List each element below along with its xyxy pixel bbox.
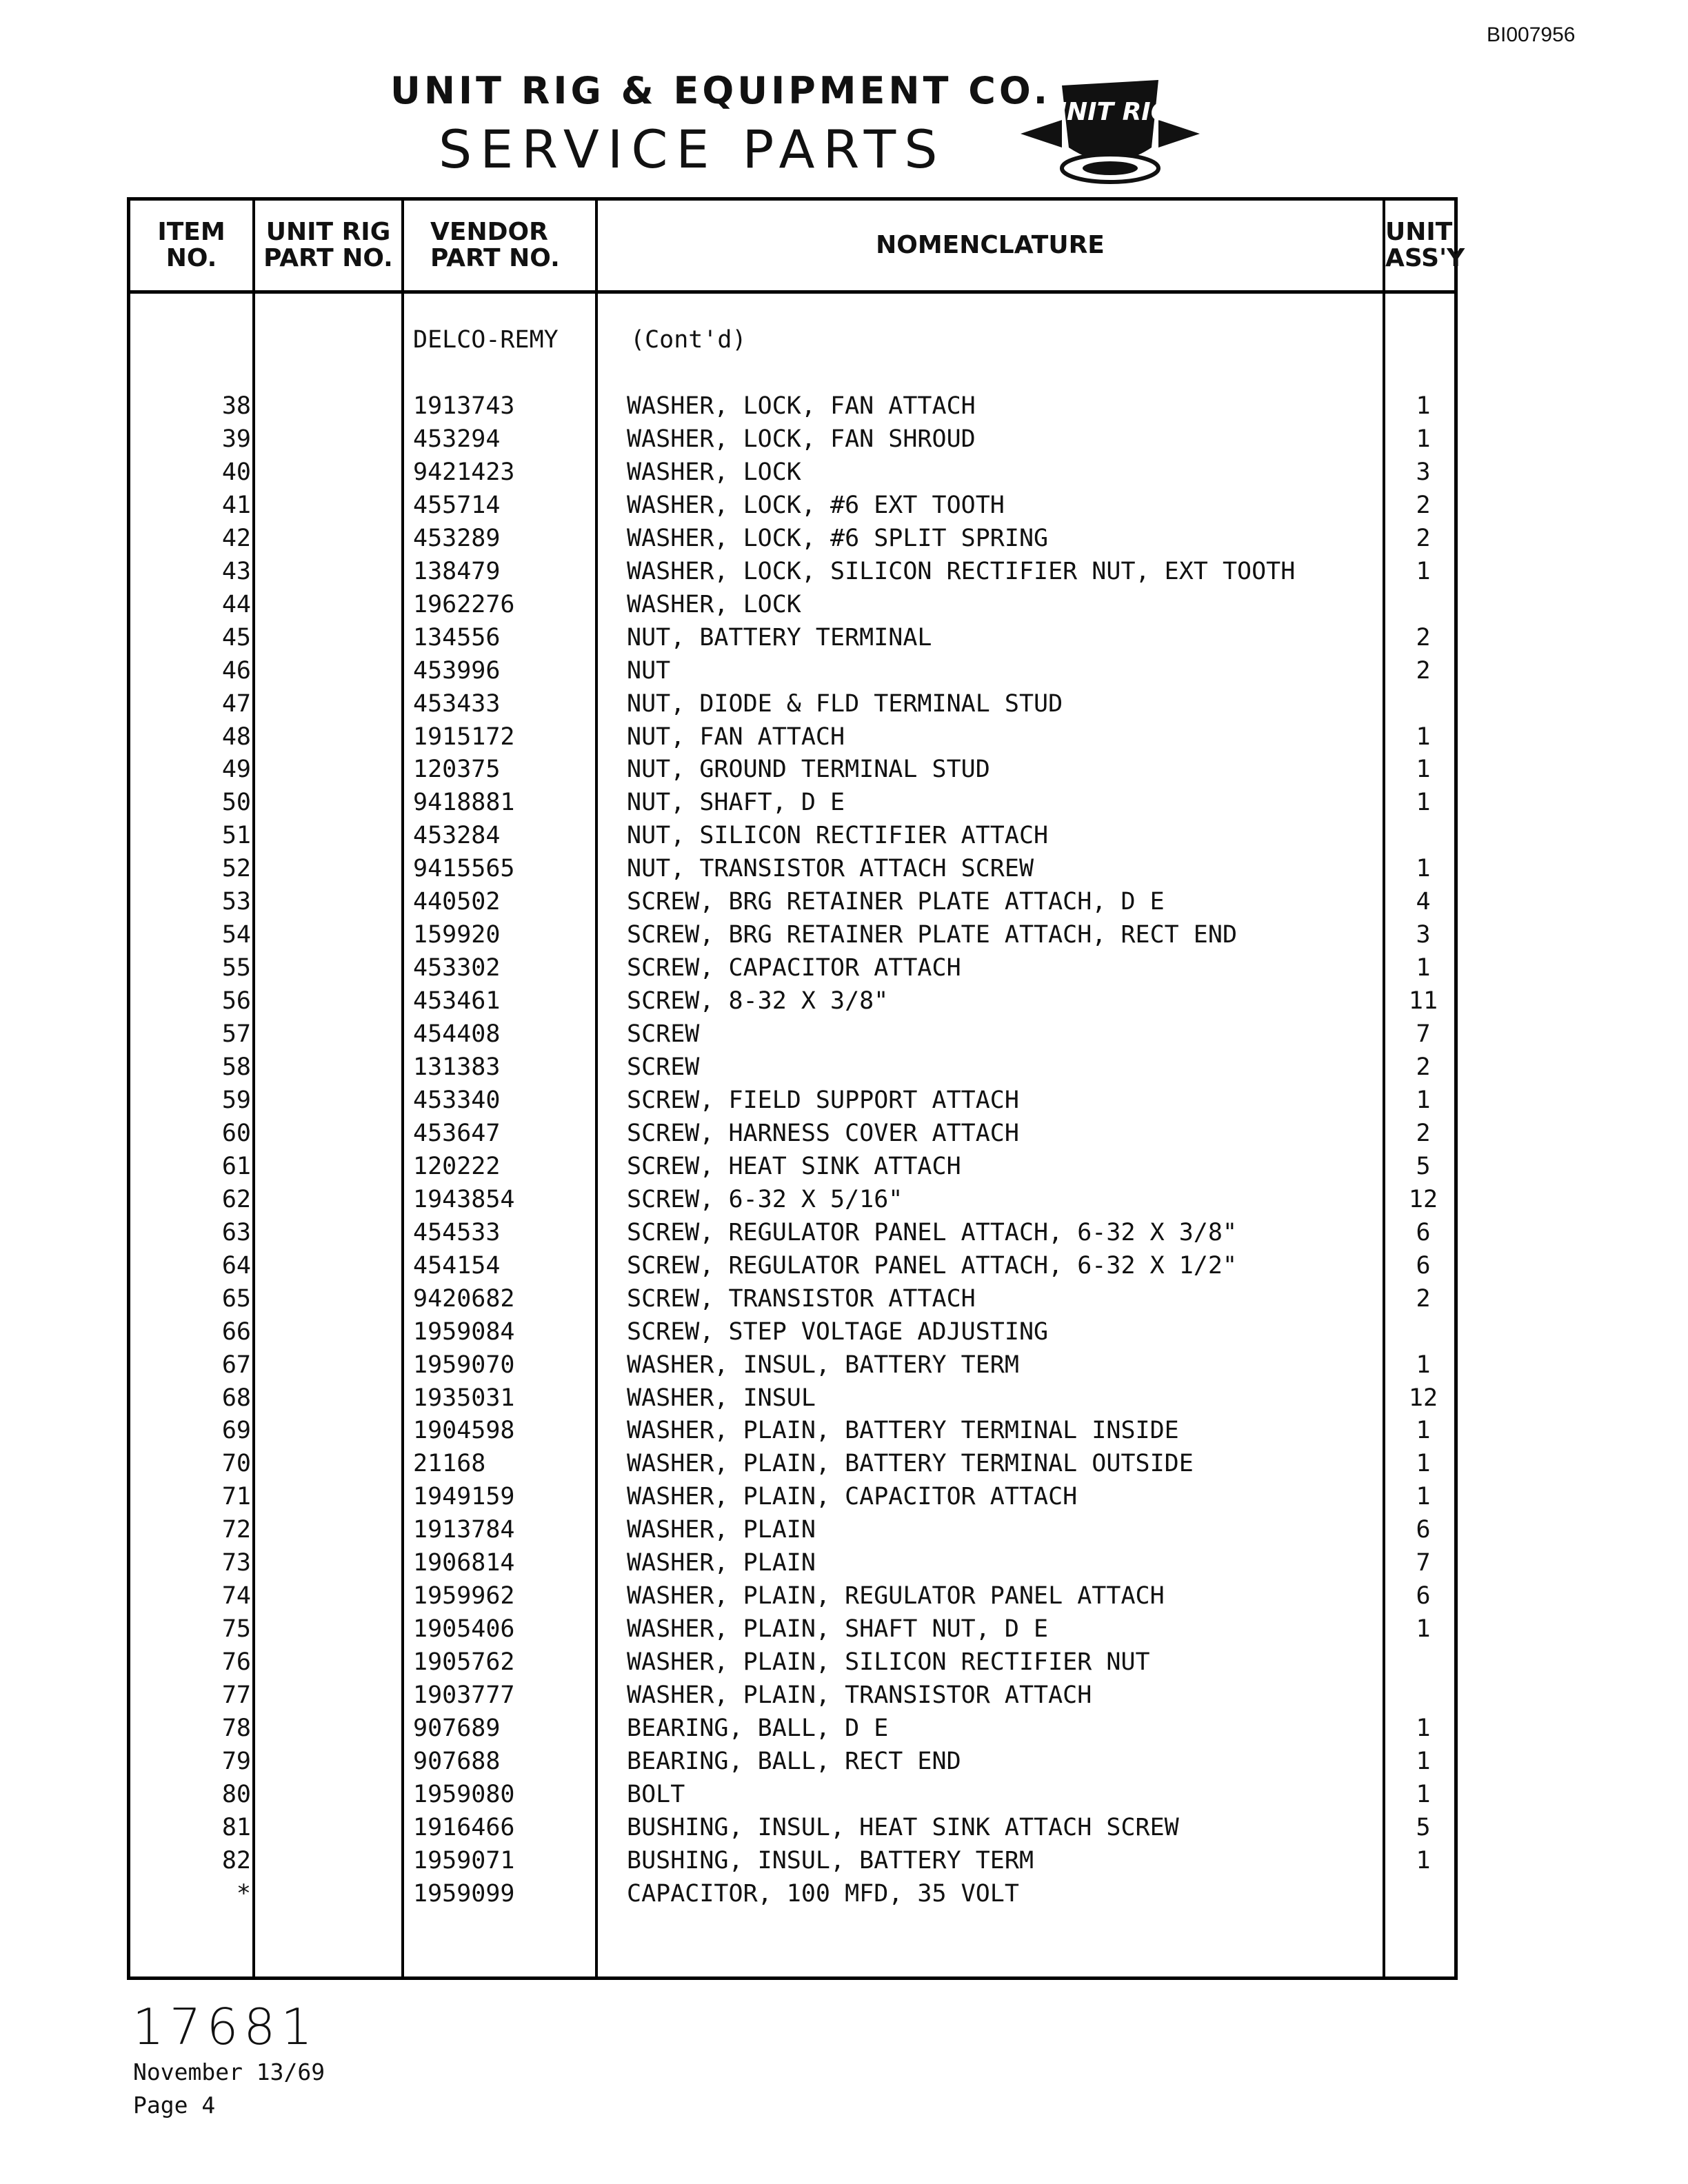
item-number: 61 xyxy=(221,1152,251,1180)
company-name: UNIT RIG & EQUIPMENT CO. xyxy=(390,69,1052,112)
item-number: 55 xyxy=(221,954,251,982)
nomenclature: SCREW, STEP VOLTAGE ADJUSTING xyxy=(627,1317,1049,1346)
unit-assy-quantity: 6 xyxy=(1416,1516,1431,1544)
vendor-part-number: 454154 xyxy=(413,1251,501,1280)
vendor-name: DELCO-REMY xyxy=(413,326,559,354)
vendor-part-number: 9421423 xyxy=(413,458,515,486)
table-row xyxy=(130,492,1454,525)
table-row xyxy=(130,1516,1454,1549)
vendor-part-number: 453996 xyxy=(413,656,501,685)
vendor-part-number: 9420682 xyxy=(413,1284,515,1313)
table-row xyxy=(130,1086,1454,1120)
vendor-part-number: 907689 xyxy=(413,1715,501,1742)
nomenclature: WASHER, PLAIN, BATTERY TERMINAL INSIDE xyxy=(627,1417,1179,1445)
nomenclature: SCREW, 6-32 X 5/16" xyxy=(627,1185,903,1213)
table-row xyxy=(130,1880,1454,1913)
header-unit-assy: UNIT ASS'Y xyxy=(1385,218,1465,272)
table-row xyxy=(130,1615,1454,1648)
unit-assy-quantity: 4 xyxy=(1416,888,1431,916)
unit-assy-quantity: 1 xyxy=(1416,1780,1431,1808)
table-row xyxy=(130,1384,1454,1417)
nomenclature: WASHER, LOCK, #6 EXT TOOTH xyxy=(627,491,1005,519)
nomenclature: NUT, SHAFT, D E xyxy=(627,789,845,817)
nomenclature: WASHER, PLAIN xyxy=(627,1549,816,1577)
item-number: 48 xyxy=(221,722,251,751)
header-nomenclature: NOMENCLATURE xyxy=(876,231,1105,259)
unit-assy-quantity: 1 xyxy=(1416,425,1431,453)
document-number: 17681 xyxy=(132,1998,319,2056)
unit-assy-quantity: 5 xyxy=(1416,1813,1431,1841)
nomenclature: WASHER, PLAIN, SHAFT NUT, D E xyxy=(627,1615,1049,1644)
item-number: * xyxy=(236,1879,251,1908)
item-number: 80 xyxy=(221,1780,251,1808)
table-row xyxy=(130,1781,1454,1814)
nomenclature: NUT, SILICON RECTIFIER ATTACH xyxy=(627,822,1049,850)
table-row xyxy=(130,558,1454,591)
nomenclature: SCREW, BRG RETAINER PLATE ATTACH, D E xyxy=(627,888,1165,916)
unit-assy-quantity: 2 xyxy=(1416,1119,1431,1147)
nomenclature: WASHER, PLAIN, BATTERY TERMINAL OUTSIDE xyxy=(627,1450,1194,1478)
vendor-part-number: 453302 xyxy=(413,954,501,982)
nomenclature: SCREW, HEAT SINK ATTACH xyxy=(627,1152,961,1180)
table-row xyxy=(130,1582,1454,1615)
unit-assy-quantity: 1 xyxy=(1416,1351,1431,1379)
unit-assy-quantity: 7 xyxy=(1416,1549,1431,1577)
nomenclature: SCREW, TRANSISTOR ATTACH xyxy=(627,1284,976,1313)
unit-assy-quantity: 1 xyxy=(1416,954,1431,982)
vendor-part-number: 1913784 xyxy=(413,1516,515,1544)
nomenclature: WASHER, LOCK, FAN SHROUD xyxy=(627,425,976,453)
unit-assy-quantity: 12 xyxy=(1408,1384,1438,1412)
vendor-part-number: 1959070 xyxy=(413,1351,515,1379)
item-number: 62 xyxy=(221,1185,251,1213)
table-row xyxy=(130,425,1454,458)
vendor-part-number: 120375 xyxy=(413,756,501,784)
table-row xyxy=(130,1053,1454,1086)
table-row xyxy=(130,1417,1454,1450)
vendor-part-number: 1915172 xyxy=(413,722,515,751)
item-number: 47 xyxy=(221,689,251,718)
vendor-part-number: 1906814 xyxy=(413,1549,515,1577)
unit-assy-quantity: 3 xyxy=(1416,921,1431,949)
nomenclature: SCREW, REGULATOR PANEL ATTACH, 6-32 X 1/2" xyxy=(627,1251,1238,1280)
unit-assy-quantity: 2 xyxy=(1416,656,1431,685)
table-row xyxy=(130,954,1454,987)
table-row xyxy=(130,987,1454,1020)
item-number: 63 xyxy=(221,1218,251,1246)
item-number: 67 xyxy=(221,1351,251,1379)
item-number: 77 xyxy=(221,1681,251,1710)
vendor-part-number: 9418881 xyxy=(413,789,515,817)
nomenclature: WASHER, PLAIN xyxy=(627,1516,816,1544)
unit-assy-quantity: 1 xyxy=(1416,557,1431,585)
unit-assy-quantity: 5 xyxy=(1416,1152,1431,1180)
table-row xyxy=(130,1648,1454,1681)
item-number: 54 xyxy=(221,921,251,949)
unit-assy-quantity: 1 xyxy=(1416,789,1431,817)
vendor-part-number: 9415565 xyxy=(413,855,515,883)
item-number: 58 xyxy=(221,1053,251,1081)
unit-assy-quantity: 6 xyxy=(1416,1582,1431,1610)
nomenclature: SCREW, BRG RETAINER PLATE ATTACH, RECT END xyxy=(627,921,1238,949)
nomenclature: BEARING, BALL, D E xyxy=(627,1715,889,1742)
vendor-part-number: 455714 xyxy=(413,491,501,519)
item-number: 66 xyxy=(221,1317,251,1346)
header-divider xyxy=(130,290,1454,294)
unit-assy-quantity: 11 xyxy=(1408,987,1438,1015)
nomenclature: BOLT xyxy=(627,1780,685,1808)
item-number: 68 xyxy=(221,1384,251,1412)
unit-assy-quantity: 1 xyxy=(1416,855,1431,883)
item-number: 59 xyxy=(221,1086,251,1114)
table-row xyxy=(130,1814,1454,1847)
vendor-part-number: 120222 xyxy=(413,1152,501,1180)
nomenclature: SCREW, 8-32 X 3/8" xyxy=(627,987,889,1015)
table-row xyxy=(130,1020,1454,1053)
vendor-part-number: 453289 xyxy=(413,524,501,552)
item-number: 51 xyxy=(221,822,251,850)
table-row xyxy=(130,1351,1454,1384)
unit-assy-quantity: 1 xyxy=(1416,1417,1431,1445)
vendor-part-number: 454533 xyxy=(413,1218,501,1246)
item-number: 82 xyxy=(221,1846,251,1874)
nomenclature: SCREW, HARNESS COVER ATTACH xyxy=(627,1119,1019,1147)
nomenclature: BUSHING, INSUL, BATTERY TERM xyxy=(627,1846,1034,1874)
nomenclature: BUSHING, INSUL, HEAT SINK ATTACH SCREW xyxy=(627,1813,1179,1841)
vendor-part-number: 1903777 xyxy=(413,1681,515,1710)
vendor-part-number: 440502 xyxy=(413,888,501,916)
nomenclature: WASHER, LOCK, #6 SPLIT SPRING xyxy=(627,524,1049,552)
table-row xyxy=(130,1681,1454,1715)
unit-assy-quantity: 1 xyxy=(1416,722,1431,751)
unit-assy-quantity: 1 xyxy=(1416,1483,1431,1511)
item-number: 64 xyxy=(221,1251,251,1280)
vendor-part-number: 1935031 xyxy=(413,1384,515,1412)
item-number: 42 xyxy=(221,524,251,552)
item-number: 43 xyxy=(221,557,251,585)
vendor-part-number: 21168 xyxy=(413,1450,486,1478)
table-row xyxy=(130,756,1454,789)
unit-assy-quantity: 2 xyxy=(1416,1284,1431,1313)
unit-assy-quantity: 1 xyxy=(1416,1715,1431,1742)
item-number: 46 xyxy=(221,656,251,685)
table-row xyxy=(130,1715,1454,1748)
nomenclature: SCREW xyxy=(627,1053,700,1081)
vendor-part-number: 453284 xyxy=(413,822,501,850)
item-number: 39 xyxy=(221,425,251,453)
unit-assy-quantity: 1 xyxy=(1416,1086,1431,1114)
vendor-part-number: 1916466 xyxy=(413,1813,515,1841)
item-number: 45 xyxy=(221,623,251,651)
unit-assy-quantity: 6 xyxy=(1416,1218,1431,1246)
vendor-part-number: 1959099 xyxy=(413,1879,515,1908)
unit-assy-quantity: 2 xyxy=(1416,524,1431,552)
table-row xyxy=(130,1252,1454,1285)
item-number: 53 xyxy=(221,888,251,916)
vendor-part-number: 1962276 xyxy=(413,590,515,618)
nomenclature: NUT, GROUND TERMINAL STUD xyxy=(627,756,990,784)
item-number: 41 xyxy=(221,491,251,519)
unit-assy-quantity: 1 xyxy=(1416,1450,1431,1478)
vendor-part-number: 1959962 xyxy=(413,1582,515,1610)
nomenclature: WASHER, INSUL xyxy=(627,1384,816,1412)
item-number: 56 xyxy=(221,987,251,1015)
vendor-part-number: 1959071 xyxy=(413,1846,515,1874)
vendor-part-number: 1949159 xyxy=(413,1483,515,1511)
parts-table xyxy=(127,197,1465,1980)
table-row xyxy=(130,1483,1454,1516)
unit-assy-quantity: 2 xyxy=(1416,1053,1431,1081)
item-number: 69 xyxy=(221,1417,251,1445)
vendor-part-number: 907688 xyxy=(413,1747,501,1775)
item-number: 52 xyxy=(221,855,251,883)
item-number: 71 xyxy=(221,1483,251,1511)
nomenclature: WASHER, PLAIN, REGULATOR PANEL ATTACH xyxy=(627,1582,1165,1610)
page-title: SERVICE PARTS xyxy=(439,119,946,180)
unit-assy-quantity: 2 xyxy=(1416,623,1431,651)
vendor-part-number: 453433 xyxy=(413,689,501,718)
header-item-no: ITEM NO. xyxy=(157,218,225,272)
vendor-part-number: 134556 xyxy=(413,623,501,651)
unit-assy-quantity: 2 xyxy=(1416,491,1431,519)
vendor-part-number: 453340 xyxy=(413,1086,501,1114)
item-number: 40 xyxy=(221,458,251,486)
header-unit-rig-part-no: UNIT RIG PART NO. xyxy=(263,218,393,272)
table-row xyxy=(130,1549,1454,1582)
nomenclature: SCREW xyxy=(627,1020,700,1049)
table-row xyxy=(130,1153,1454,1186)
vendor-part-number: 1943854 xyxy=(413,1185,515,1213)
item-number: 81 xyxy=(221,1813,251,1841)
table-row xyxy=(130,1186,1454,1219)
table-row xyxy=(130,1847,1454,1880)
item-number: 79 xyxy=(221,1747,251,1775)
item-number: 50 xyxy=(221,789,251,817)
unit-assy-quantity: 1 xyxy=(1416,1615,1431,1644)
nomenclature: WASHER, LOCK, FAN ATTACH xyxy=(627,392,976,420)
page-number: Page 4 xyxy=(133,2092,216,2119)
table-row xyxy=(130,789,1454,822)
nomenclature: NUT, TRANSISTOR ATTACH SCREW xyxy=(627,855,1034,883)
unit-assy-quantity: 1 xyxy=(1416,756,1431,784)
item-number: 72 xyxy=(221,1516,251,1544)
svg-text:UNIT RIG: UNIT RIG xyxy=(1046,98,1172,126)
vendor-part-number: 138479 xyxy=(413,557,501,585)
table-row xyxy=(130,591,1454,624)
nomenclature: WASHER, PLAIN, CAPACITOR ATTACH xyxy=(627,1483,1078,1511)
vendor-part-number: 1959080 xyxy=(413,1780,515,1808)
unit-rig-logo xyxy=(1021,72,1200,189)
item-number: 57 xyxy=(221,1020,251,1049)
unit-assy-quantity: 7 xyxy=(1416,1020,1431,1049)
nomenclature: WASHER, PLAIN, TRANSISTOR ATTACH xyxy=(627,1681,1092,1710)
vendor-part-number: 453461 xyxy=(413,987,501,1015)
nomenclature: NUT, DIODE & FLD TERMINAL STUD xyxy=(627,689,1063,718)
table-row xyxy=(130,1450,1454,1483)
vendor-part-number: 1959084 xyxy=(413,1317,515,1346)
nomenclature: CAPACITOR, 100 MFD, 35 VOLT xyxy=(627,1879,1019,1908)
table-row xyxy=(130,1285,1454,1318)
unit-assy-quantity: 12 xyxy=(1408,1185,1438,1213)
header-vendor-part-no: VENDOR PART NO. xyxy=(430,218,560,272)
item-number: 78 xyxy=(221,1715,251,1742)
table-row xyxy=(130,458,1454,492)
vendor-part-number: 1905762 xyxy=(413,1648,515,1677)
table-row xyxy=(130,1318,1454,1351)
nomenclature: WASHER, LOCK xyxy=(627,590,801,618)
table-row xyxy=(130,1748,1454,1781)
nomenclature: SCREW, REGULATOR PANEL ATTACH, 6-32 X 3/8" xyxy=(627,1218,1238,1246)
table-row xyxy=(130,525,1454,558)
table-row xyxy=(130,921,1454,954)
continued-label: (Cont'd) xyxy=(630,326,747,354)
nomenclature: WASHER, PLAIN, SILICON RECTIFIER NUT xyxy=(627,1648,1150,1677)
table-row xyxy=(130,690,1454,723)
vendor-part-number: 454408 xyxy=(413,1020,501,1049)
table-row xyxy=(130,1120,1454,1153)
unit-assy-quantity: 1 xyxy=(1416,1846,1431,1874)
unit-assy-quantity: 1 xyxy=(1416,392,1431,420)
nomenclature: NUT xyxy=(627,656,671,685)
unit-assy-quantity: 1 xyxy=(1416,1747,1431,1775)
item-number: 49 xyxy=(221,756,251,784)
item-number: 74 xyxy=(221,1582,251,1610)
nomenclature: WASHER, LOCK xyxy=(627,458,801,486)
vendor-part-number: 453294 xyxy=(413,425,501,453)
item-number: 70 xyxy=(221,1450,251,1478)
vendor-part-number: 453647 xyxy=(413,1119,501,1147)
item-number: 38 xyxy=(221,392,251,420)
nomenclature: SCREW, CAPACITOR ATTACH xyxy=(627,954,961,982)
table-row xyxy=(130,822,1454,855)
nomenclature: WASHER, INSUL, BATTERY TERM xyxy=(627,1351,1019,1379)
unit-assy-quantity: 3 xyxy=(1416,458,1431,486)
item-number: 44 xyxy=(221,590,251,618)
table-row xyxy=(130,888,1454,921)
document-id: BI007956 xyxy=(1487,23,1576,46)
vendor-part-number: 1905406 xyxy=(413,1615,515,1644)
table-row xyxy=(130,723,1454,756)
table-row xyxy=(130,392,1454,425)
vendor-part-number: 1913743 xyxy=(413,392,515,420)
table-row xyxy=(130,1219,1454,1252)
vendor-part-number: 1904598 xyxy=(413,1417,515,1445)
vendor-part-number: 159920 xyxy=(413,921,501,949)
nomenclature: WASHER, LOCK, SILICON RECTIFIER NUT, EXT TOOTH xyxy=(627,557,1296,585)
nomenclature: SCREW, FIELD SUPPORT ATTACH xyxy=(627,1086,1019,1114)
document-date: November 13/69 xyxy=(133,2059,325,2085)
unit-assy-quantity: 6 xyxy=(1416,1251,1431,1280)
item-number: 65 xyxy=(221,1284,251,1313)
item-number: 60 xyxy=(221,1119,251,1147)
item-number: 76 xyxy=(221,1648,251,1677)
table-row xyxy=(130,624,1454,657)
nomenclature: NUT, BATTERY TERMINAL xyxy=(627,623,932,651)
nomenclature: BEARING, BALL, RECT END xyxy=(627,1747,961,1775)
nomenclature: NUT, FAN ATTACH xyxy=(627,722,845,751)
table-row xyxy=(130,657,1454,690)
vendor-part-number: 131383 xyxy=(413,1053,501,1081)
item-number: 75 xyxy=(221,1615,251,1644)
item-number: 73 xyxy=(221,1549,251,1577)
table-row xyxy=(130,855,1454,888)
